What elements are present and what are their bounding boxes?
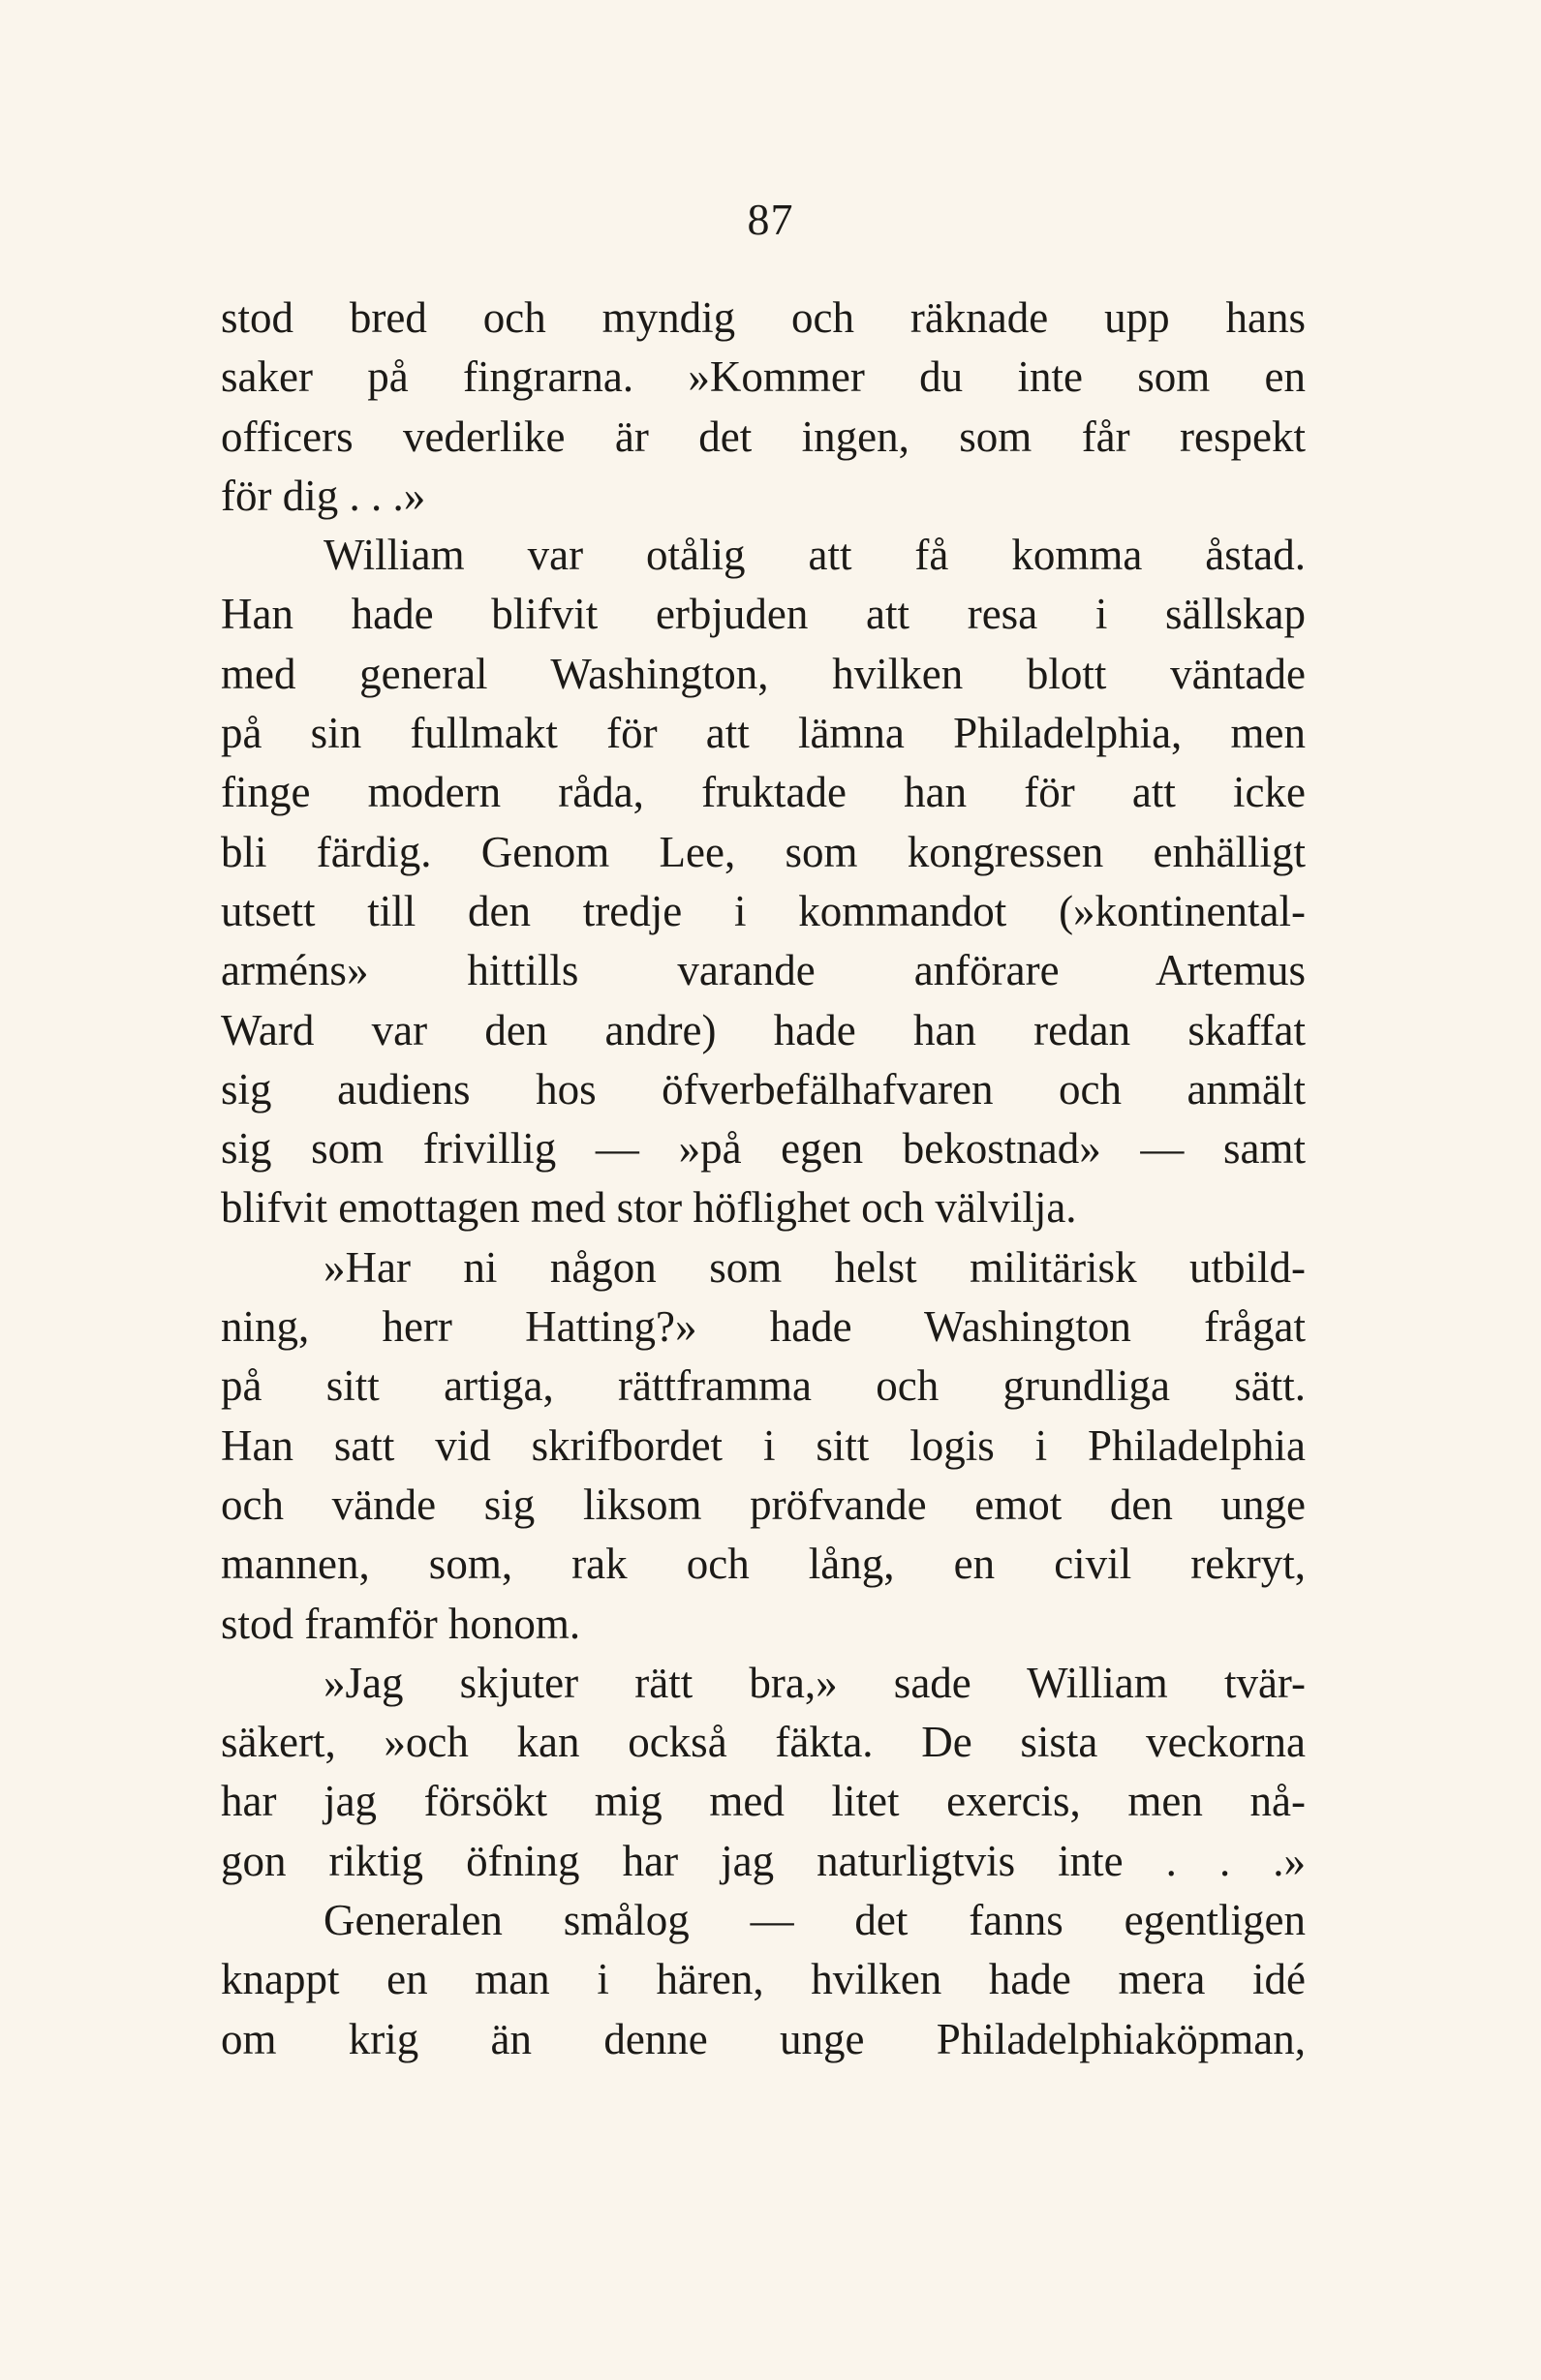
text-line: arméns» hittills varande anförare Artemus <box>221 946 1306 995</box>
text-line: bli färdig. Genom Lee, som kongressen enhälligt <box>221 827 1306 876</box>
text-line: har jag försökt mig med litet exercis, men nå- <box>221 1777 1306 1826</box>
text-line: Han satt vid skrifbordet i sitt logis i Philadelphia <box>221 1420 1306 1470</box>
text-line: om krig än denne unge Philadelphiaköpman, <box>221 2014 1306 2063</box>
text-line: på sitt artiga, rättframma och grundliga sätt. <box>221 1361 1306 1411</box>
text-line: för dig . . .» <box>221 471 426 520</box>
text-line: finge modern råda, fruktade han för att icke <box>221 768 1306 817</box>
text-line: Han hade blifvit erbjuden att resa i sällskap <box>221 590 1306 639</box>
text-line: sig audiens hos öfverbefälhafvaren och anmält <box>221 1064 1306 1114</box>
text-line: och vände sig liksom pröfvande emot den unge <box>221 1480 1306 1529</box>
text-line: officers vederlike är det ingen, som får respekt <box>221 412 1306 461</box>
page-number: 87 <box>747 195 794 244</box>
text-line: stod framför honom. <box>221 1599 581 1648</box>
text-line: Ward var den andre) hade han redan skaffat <box>221 1005 1306 1054</box>
text-line: säkert, »och kan också fäkta. De sista veckorna <box>221 1718 1306 1767</box>
text-line: »Har ni någon som helst militärisk utbild- <box>324 1242 1306 1292</box>
text-line: stod bred och myndig och räknade upp hans <box>221 293 1306 342</box>
text-line: utsett till den tredje i kommandot (»kontinental- <box>221 886 1306 935</box>
text-line: sig som frivillig — »på egen bekostnad» — samt <box>221 1124 1306 1174</box>
text-line: saker på fingrarna. »Kommer du inte som en <box>221 352 1306 402</box>
text-line: Generalen smålog — det fanns egentligen <box>324 1896 1306 1945</box>
text-line: med general Washington, hvilken blott väntade <box>221 649 1306 698</box>
body-text <box>221 289 1306 2069</box>
text-line: William var otålig att få komma åstad. <box>324 531 1306 580</box>
text-line: ning, herr Hatting?» hade Washington frågat <box>221 1302 1306 1352</box>
text-line: »Jag skjuter rätt bra,» sade William tvär- <box>324 1658 1306 1707</box>
text-line: blifvit emottagen med stor höflighet och välvilja. <box>221 1183 1077 1233</box>
text-line: mannen, som, rak och lång, en civil rekryt, <box>221 1540 1306 1589</box>
text-line: på sin fullmakt för att lämna Philadelphia, men <box>221 709 1306 758</box>
text-line: knappt en man i hären, hvilken hade mera idé <box>221 1955 1306 2004</box>
text-line: gon riktig öfning har jag naturligtvis inte . . .» <box>221 1836 1306 1885</box>
